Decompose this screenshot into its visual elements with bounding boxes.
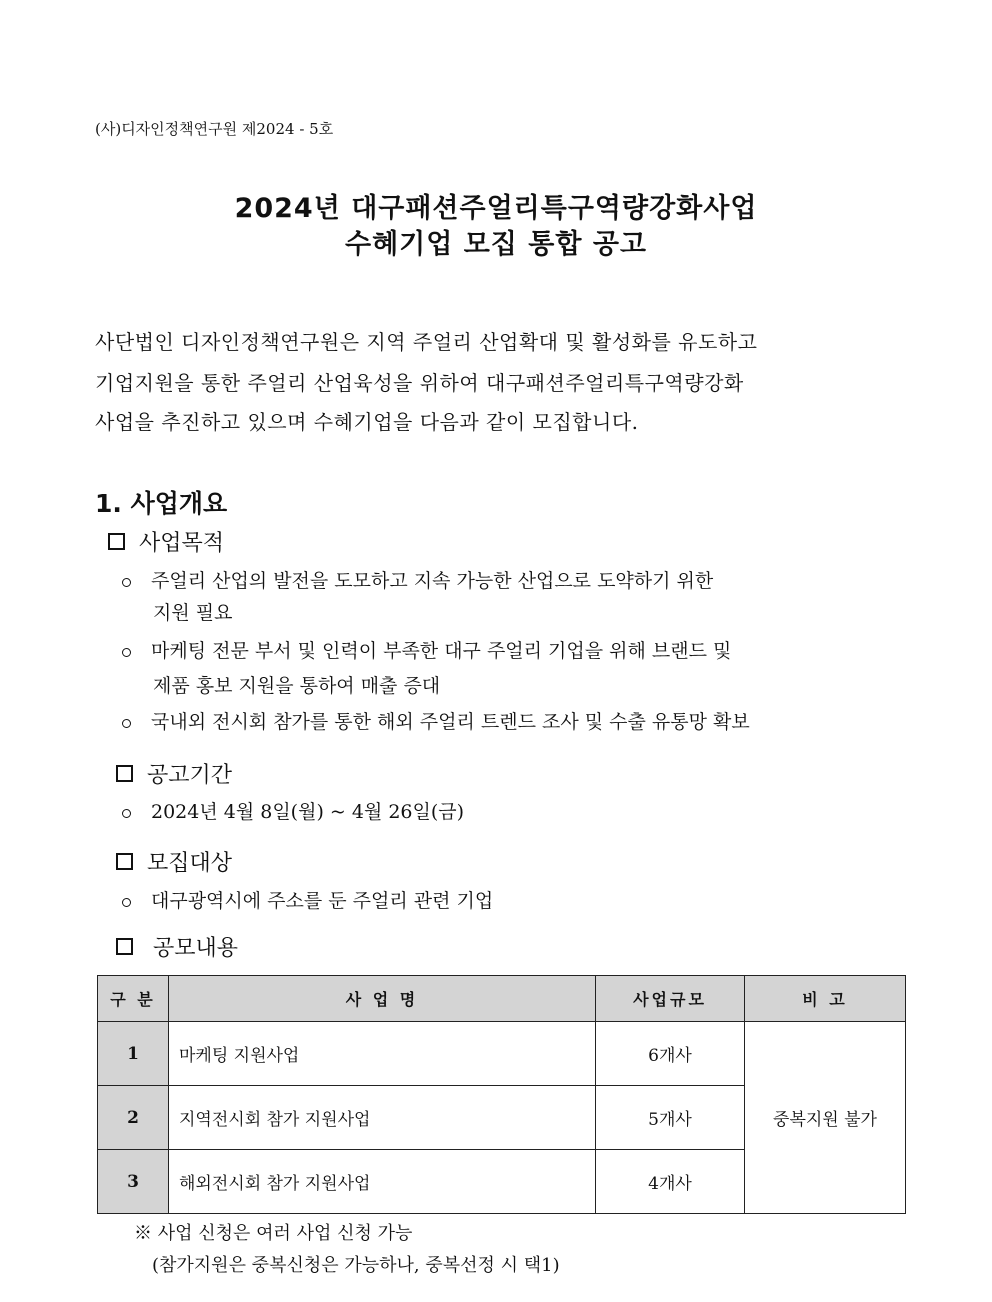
row-number: 3 [98, 1150, 169, 1214]
circle-bullet-icon [122, 719, 131, 728]
purpose-bullet-1 [122, 566, 713, 593]
header-scale: 사업규모 [596, 976, 745, 1022]
row-program-name: 지역전시회 참가 지원사업 [169, 1086, 596, 1150]
header-note: 비 고 [745, 976, 906, 1022]
row-note: 중복지원 불가 [745, 1022, 906, 1214]
period-heading-label: 공고기간 [147, 763, 233, 788]
circle-bullet-icon [122, 809, 131, 818]
section-1-title: 1. 사업개요 [95, 489, 228, 518]
purpose-bullet-3-text: 국내외 전시회 참가를 통한 해외 주얼리 트렌드 조사 및 수출 유통망 확보 [151, 711, 750, 733]
target-bullet [122, 886, 493, 913]
intro-line-2: 기업지원을 통한 주얼리 산업육성을 위하여 대구패션주얼리특구역량강화 [95, 371, 744, 395]
square-bullet-icon [108, 533, 125, 550]
purpose-bullet-3 [122, 707, 750, 734]
table-row [98, 1022, 906, 1086]
circle-bullet-icon [122, 578, 131, 587]
table-header-row [98, 976, 906, 1022]
intro-line-1: 사단법인 디자인정책연구원은 지역 주얼리 산업확대 및 활성화를 유도하고 [95, 330, 758, 354]
title-line-2: 수혜기업 모집 통합 공고 [344, 229, 648, 260]
purpose-bullet-1-cont: 지원 필요 [153, 602, 233, 624]
title-line-1: 2024년 대구패션주얼리특구역량강화사업 [234, 193, 758, 224]
row-number: 1 [98, 1022, 169, 1086]
purpose-bullet-2-text: 마케팅 전문 부서 및 인력이 부족한 대구 주얼리 기업을 위해 브랜드 및 [151, 640, 732, 662]
row-program-name: 해외전시회 참가 지원사업 [169, 1150, 596, 1214]
target-text: 대구광역시에 주소를 둔 주얼리 관련 기업 [151, 890, 494, 912]
purpose-heading-label: 사업목적 [139, 531, 225, 556]
row-scale: 6개사 [596, 1022, 745, 1086]
row-number: 2 [98, 1086, 169, 1150]
content-heading-label: 공모내용 [153, 936, 239, 961]
purpose-heading [108, 526, 224, 557]
intro-line-3: 사업을 추진하고 있으며 수혜기업을 다음과 같이 모집합니다. [95, 410, 639, 434]
program-table [97, 975, 906, 1214]
purpose-bullet-2 [122, 636, 731, 663]
target-heading [116, 846, 232, 877]
header-program-name: 사 업 명 [169, 976, 596, 1022]
footnote-line-2: (참가지원은 중복신청은 가능하나, 중복선정 시 택1) [152, 1255, 560, 1276]
row-scale: 4개사 [596, 1150, 745, 1214]
circle-bullet-icon [122, 898, 131, 907]
target-heading-label: 모집대상 [147, 851, 233, 876]
purpose-bullet-2-cont: 제품 홍보 지원을 통하여 매출 증대 [153, 675, 441, 697]
row-scale: 5개사 [596, 1086, 745, 1150]
footnote-line-1: ※ 사업 신청은 여러 사업 신청 가능 [134, 1223, 413, 1244]
purpose-bullet-1-text: 주얼리 산업의 발전을 도모하고 지속 가능한 산업으로 도약하기 위한 [151, 570, 714, 592]
period-bullet [122, 797, 464, 824]
period-text: 2024년 4월 8일(월) ~ 4월 26일(금) [151, 801, 465, 823]
content-heading [116, 931, 238, 962]
square-bullet-icon [116, 765, 133, 782]
header-category: 구 분 [98, 976, 169, 1022]
doc-number: (사)디자인정책연구원 제2024 - 5호 [95, 120, 334, 138]
square-bullet-icon [116, 938, 133, 955]
square-bullet-icon [116, 853, 133, 870]
period-heading [116, 758, 232, 789]
circle-bullet-icon [122, 648, 131, 657]
row-program-name: 마케팅 지원사업 [169, 1022, 596, 1086]
